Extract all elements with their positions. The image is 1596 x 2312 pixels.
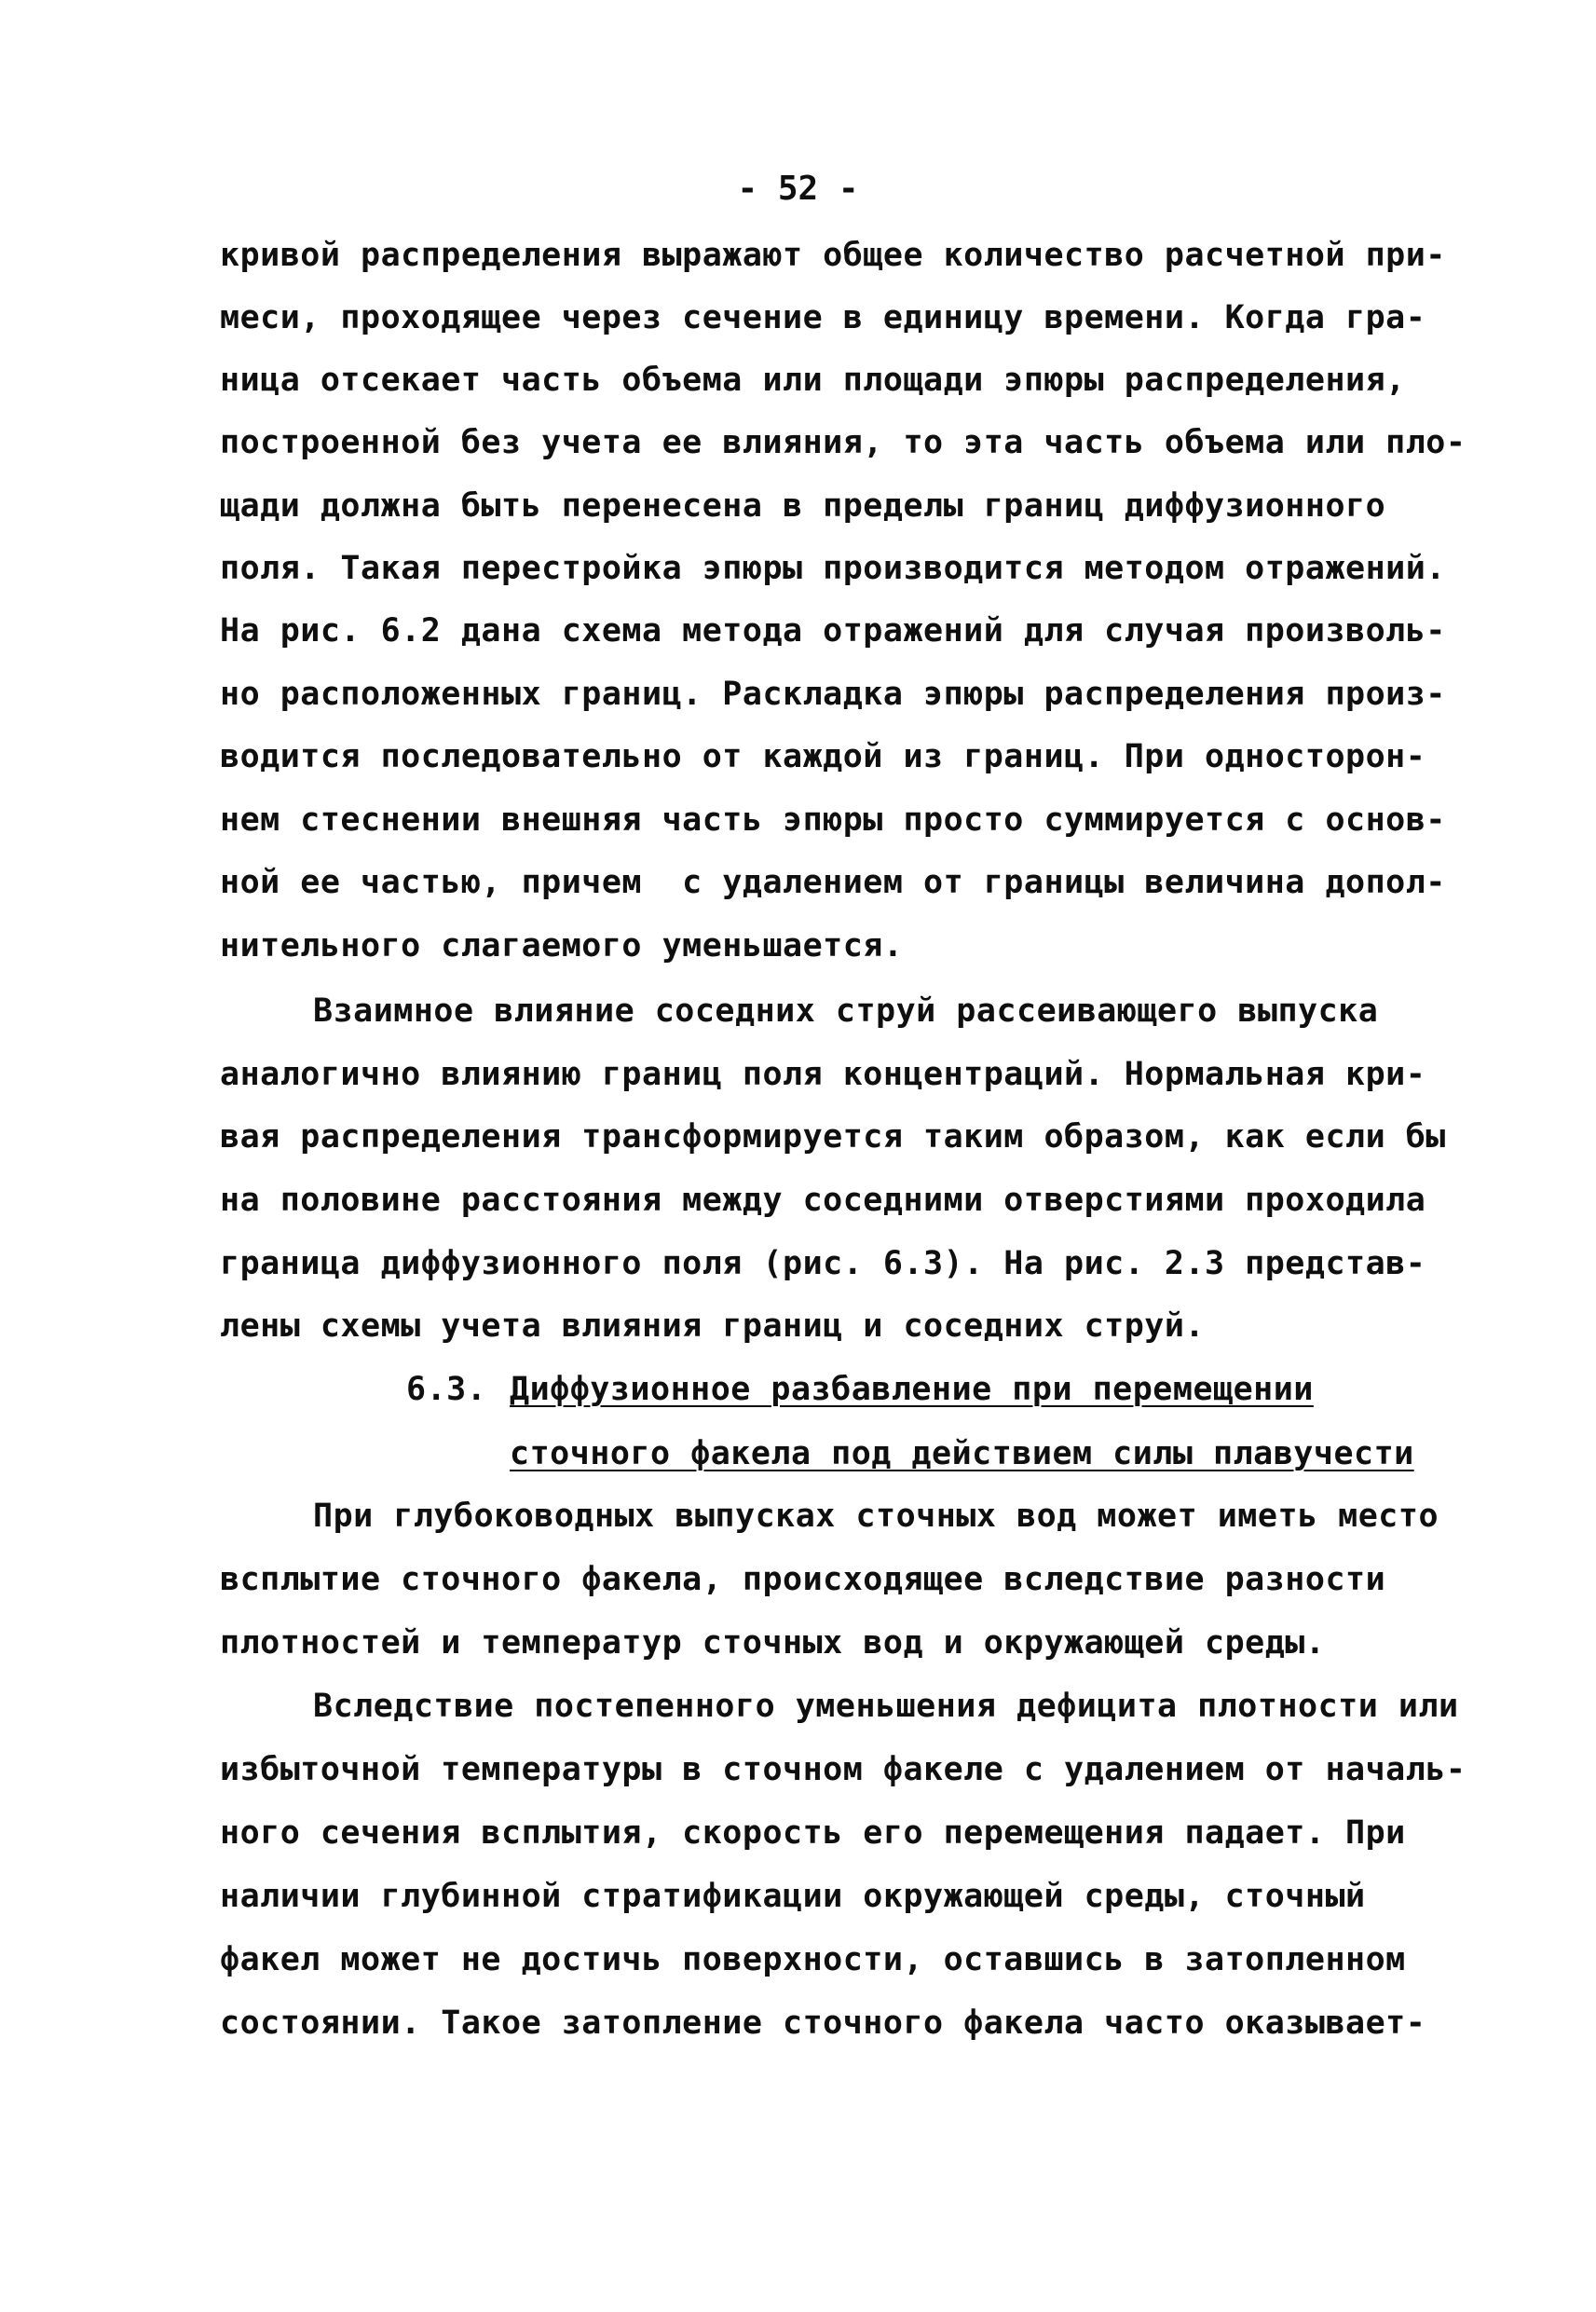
text-line: поля. Такая перестройка эпюры производится методом отражений. — [220, 550, 1446, 587]
text-line: но расположенных границ. Раскладка эпюры распределения произ- — [220, 676, 1446, 713]
text-line: на половине расстояния между соседними отверстиями проходила — [220, 1182, 1426, 1219]
text-line: Взаимное влияние соседних струй рассеивающего выпуска — [313, 992, 1379, 1030]
text-line: факел может не достичь поверхности, оставшись в затопленном — [220, 1941, 1406, 1978]
text-line: состоянии. Такое затопление сточного факела часто оказывает- — [220, 2004, 1426, 2042]
text-line: граница диффузионного поля (рис. 6.3). На рис. 2.3 представ- — [220, 1245, 1426, 1282]
text-line: плотностей и температур сточных вод и окружающей среды. — [220, 1624, 1326, 1662]
text-line: На рис. 6.2 дана схема метода отражений для случая произволь- — [220, 612, 1446, 650]
text-line: наличии глубинной стратификации окружающей среды, сточный — [220, 1878, 1366, 1915]
text-line: нительного слагаемого уменьшается. — [220, 927, 904, 964]
section-title-line-1: Диффузионное разбавление при перемещении — [510, 1371, 1314, 1408]
text-line: Вследствие постепенного уменьшения дефицита плотности или — [313, 1688, 1459, 1725]
text-line: аналогично влиянию границ поля концентраций. Нормальная кри- — [220, 1056, 1426, 1093]
text-line: ного сечения всплытия, скорость его перемещения падает. При — [220, 1814, 1406, 1852]
section-number: 6.3. — [406, 1371, 487, 1408]
text-line: При глубоководных выпусках сточных вод может иметь место — [313, 1498, 1439, 1535]
text-line: щади должна быть перенесена в пределы границ диффузионного — [220, 487, 1386, 525]
text-line: лены схемы учета влияния границ и соседних струй. — [220, 1307, 1206, 1345]
page-number: - 52 - — [737, 170, 859, 208]
text-line: ной ее частью, причем с удалением от границы величина допол- — [220, 864, 1446, 901]
text-line: избыточной температуры в сточном факеле с удалением от началь- — [220, 1751, 1466, 1788]
text-line: меси, проходящее через сечение в единицу времени. Когда гра- — [220, 299, 1426, 336]
section-title-line-2: сточного факела под действием силы плавучести — [510, 1435, 1414, 1472]
text-line: построенной без учета ее влияния, то эта часть объема или пло- — [220, 424, 1466, 461]
text-line: вая распределения трансформируется таким образом, как если бы — [220, 1118, 1446, 1156]
text-line: всплытие сточного факела, происходящее вследствие разности — [220, 1561, 1386, 1598]
text-line: нем стеснении внешняя часть эпюры просто суммируется с основ- — [220, 801, 1446, 839]
text-line: кривой распределения выражают общее количество расчетной при- — [220, 237, 1446, 274]
text-line: водится последовательно от каждой из границ. При односторон- — [220, 738, 1426, 775]
text-line: ница отсекает часть объема или площади эпюры распределения, — [220, 362, 1406, 399]
